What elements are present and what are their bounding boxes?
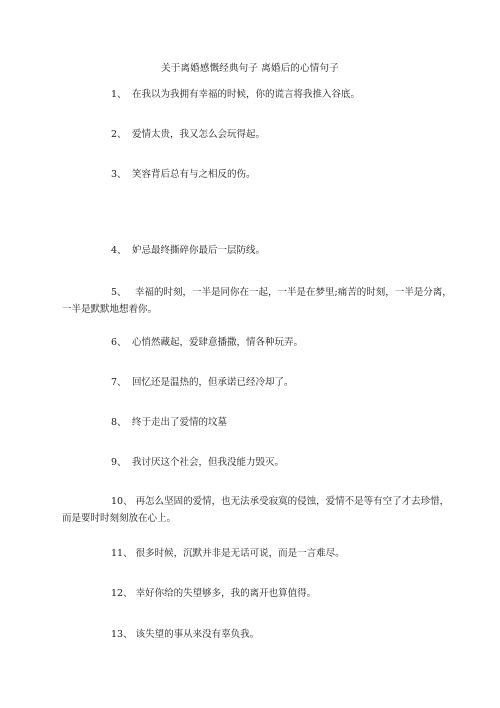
list-item — [111, 334, 303, 351]
list-item — [111, 374, 294, 391]
item-text: 在我以为我拥有幸福的时候，你的谎言将我推入谷底。 — [132, 89, 361, 100]
item-number: 13、 — [111, 629, 133, 640]
item-text: 我讨厌这个社会，但我没能力毁灭。 — [132, 457, 285, 468]
item-number: 4、 — [111, 245, 127, 256]
item-text: 心悄然藏起，爱肆意播撒，情各种玩弄。 — [132, 337, 304, 348]
list-item — [111, 284, 452, 301]
item-text: 幸好你给的失望够多，我的离开也算值得。 — [135, 588, 317, 599]
list-item — [111, 86, 360, 103]
list-item — [111, 414, 227, 431]
item-number: 10、 — [111, 496, 133, 507]
item-number: 6、 — [111, 337, 127, 348]
item-text-continued: 而是要时时刻刻放在心上。 — [62, 513, 177, 524]
item-number: 9、 — [111, 457, 127, 468]
item-number: 8、 — [111, 417, 127, 428]
item-text: 再怎么坚固的爱情，也无法承受寂寞的侵蚀，爱情不是等有空了才去珍惜， — [135, 496, 450, 507]
item-number: 5、 — [111, 287, 127, 298]
list-item — [111, 126, 265, 143]
item-text: 妒忌最终撕碎你最后一层防线。 — [132, 245, 266, 256]
list-item — [111, 545, 345, 562]
list-item — [111, 493, 449, 510]
list-item — [111, 454, 284, 471]
page-title: 关于离婚感慨经典句子 离婚后的心情句子 — [161, 63, 339, 74]
item-text-continued: 一半是默默地想着你。 — [62, 304, 158, 315]
item-number: 7、 — [111, 377, 127, 388]
item-text: 爱情太贵，我又怎么会玩得起。 — [132, 129, 266, 140]
item-text: 幸福的时刻，一半是同你在一起，一半是在梦里;痛苦的时刻，一半是分离， — [135, 287, 452, 298]
item-text: 该失望的事从来没有辜负我。 — [135, 629, 260, 640]
list-item-continuation — [62, 301, 157, 318]
item-text: 笑容背后总有与之相反的伤。 — [132, 169, 256, 180]
list-item-continuation — [62, 510, 176, 527]
item-number: 11、 — [111, 548, 133, 559]
list-item — [111, 585, 316, 602]
item-text: 很多时候，沉默并非是无话可说，而是一言难尽。 — [135, 548, 345, 559]
item-number: 12、 — [111, 588, 133, 599]
list-item — [111, 166, 256, 183]
item-number: 2、 — [111, 129, 127, 140]
item-text: 回忆还是温热的，但承诺已经冷却了。 — [132, 377, 294, 388]
item-number: 1、 — [111, 89, 127, 100]
list-item — [111, 242, 265, 259]
item-text: 终于走出了爱情的坟墓 — [132, 417, 228, 428]
list-item — [111, 626, 259, 643]
item-number: 3、 — [111, 169, 127, 180]
